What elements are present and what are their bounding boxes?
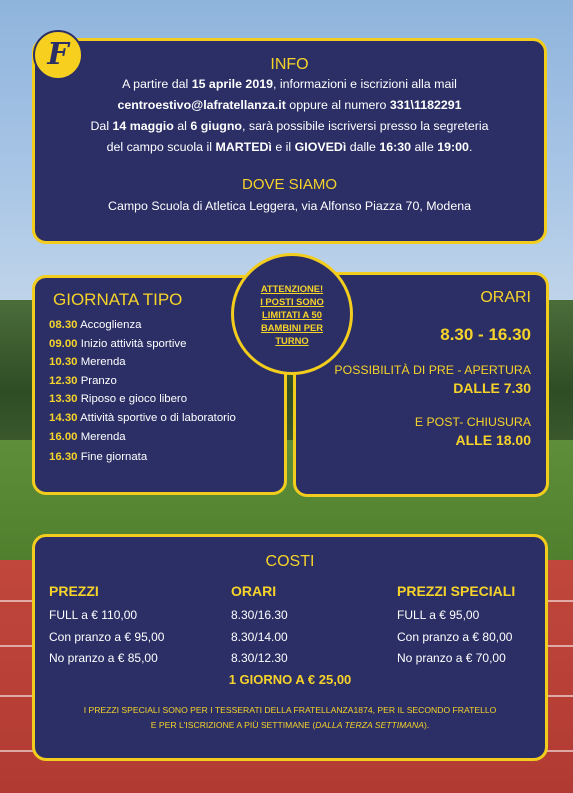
schedule-item [49,448,284,467]
info-line-3 [35,116,544,137]
info-date: 14 maggio [112,119,174,133]
info-text: A partire dal [122,77,192,91]
costs-title: COSTI [265,553,315,570]
schedule-item [49,428,284,447]
price-row: No pranzo a € 85,00 [49,651,158,665]
address: Campo Scuola di Atletica Leggera, via Alfonso Piazza 70, Modena [108,199,471,213]
attention-line: ATTENZIONE! [260,282,324,294]
time-row: 8.30/16.30 [231,608,288,622]
schedule-time: 13.30 [49,393,78,406]
hours-main: 8.30 - 16.30 [440,325,531,344]
fratellanza-logo [33,30,83,80]
info-text: , sarà possibile iscriversi presso la segreteria [241,119,489,133]
schedule-activity: Attività sportive o di laboratorio [80,411,236,424]
price-row: FULL a € 110,00 [49,608,138,622]
info-day: MARTEDì [215,140,272,154]
special-prices-header: PREZZI SPECIALI [397,583,516,599]
costs-panel [32,534,548,761]
info-text: Dal [90,119,113,133]
note-line [49,718,531,733]
contact-email[interactable]: centroestivo@lafratellanza.it [117,98,286,112]
info-text: alle [411,140,438,154]
info-day: GIOVEDì [294,140,347,154]
attention-line: I POSTI SONO [260,295,324,307]
schedule-activity: Inizio attività sportive [80,337,187,350]
attention-badge [231,253,353,375]
note-line: I PREZZI SPECIALI SONO PER I TESSERATI DELLA FRATELLANZA1874, PER IL SECONDO FRATELLO [83,705,497,715]
schedule-activity: Merenda [80,430,126,443]
info-time: 16:30 [379,140,412,154]
attention-line: LIMITATI A 50 [262,308,322,320]
hours-title: ORARI [480,289,531,306]
pre-opening-time: DALLE 7.30 [453,380,531,396]
info-time: 19:00 [437,140,469,154]
schedule-time: 16.00 [49,430,78,443]
info-text: , informazioni e iscrizioni alla mail [273,77,457,91]
time-row: 8.30/14.00 [231,629,288,644]
schedule-activity: Riposo e gioco libero [80,393,188,406]
info-text: e il [271,140,295,154]
schedule-time: 09.00 [49,337,78,350]
schedule-time: 16.30 [49,451,78,464]
attention-line: TURNO [275,334,309,346]
one-day-price: 1 GIORNO A € 25,00 [228,672,352,687]
info-text: dalle [346,140,380,154]
info-text: del campo scuola il [106,140,216,154]
schedule-activity: Fine giornata [80,451,148,464]
prices-header: PREZZI [49,583,99,599]
schedule-item [49,390,284,409]
info-start-date: 15 aprile 2019 [191,77,273,91]
times-header: ORARI [231,583,277,599]
info-title: INFO [270,56,309,73]
special-prices-note [49,703,531,733]
prices-column [49,583,164,670]
schedule-time: 08.30 [49,319,78,331]
price-row: Con pranzo a € 95,00 [49,629,165,644]
post-closing-time: ALLE 18.00 [455,432,531,448]
note-text: E PER L'ISCRIZIONE A PIÙ SETTIMANE ( [150,720,316,730]
pre-opening-label: POSSIBILITÀ DI PRE - APERTURA [334,363,531,377]
info-text: . [468,140,473,154]
info-date: 6 giugno [190,119,242,133]
info-line-2 [35,95,544,116]
note-italic: DALLA TERZA SETTIMANA [315,720,424,730]
schedule-item [49,409,284,428]
schedule-time: 14.30 [49,411,78,424]
logo-letter: F [47,37,69,72]
schedule-activity: Merenda [80,356,126,369]
special-price-row: FULL a € 95,00 [397,608,480,622]
info-panel [32,38,547,244]
contact-phone[interactable]: 331\1182291 [389,98,462,112]
time-row: 8.30/12.30 [231,651,288,665]
info-line-4 [35,137,544,158]
schedule-title: GIORNATA TIPO [53,290,183,309]
schedule-time: 12.30 [49,374,78,387]
note-text: ). [423,720,430,730]
info-line-1 [35,74,544,95]
special-price-row: No pranzo a € 70,00 [397,651,506,665]
schedule-activity: Accoglienza [80,319,142,331]
special-price-row: Con pranzo a € 80,00 [397,629,513,644]
schedule-activity: Pranzo [80,374,117,387]
info-text: al [173,119,191,133]
schedule-item [49,372,284,391]
schedule-time: 10.30 [49,356,78,369]
where-title: DOVE SIAMO [241,176,338,193]
post-closing-label: E POST- CHIUSURA [414,415,531,429]
times-column [231,583,288,670]
attention-line: BAMBINI PER [261,321,323,333]
special-prices-column [397,583,515,670]
info-text: oppure al numero [285,98,390,112]
